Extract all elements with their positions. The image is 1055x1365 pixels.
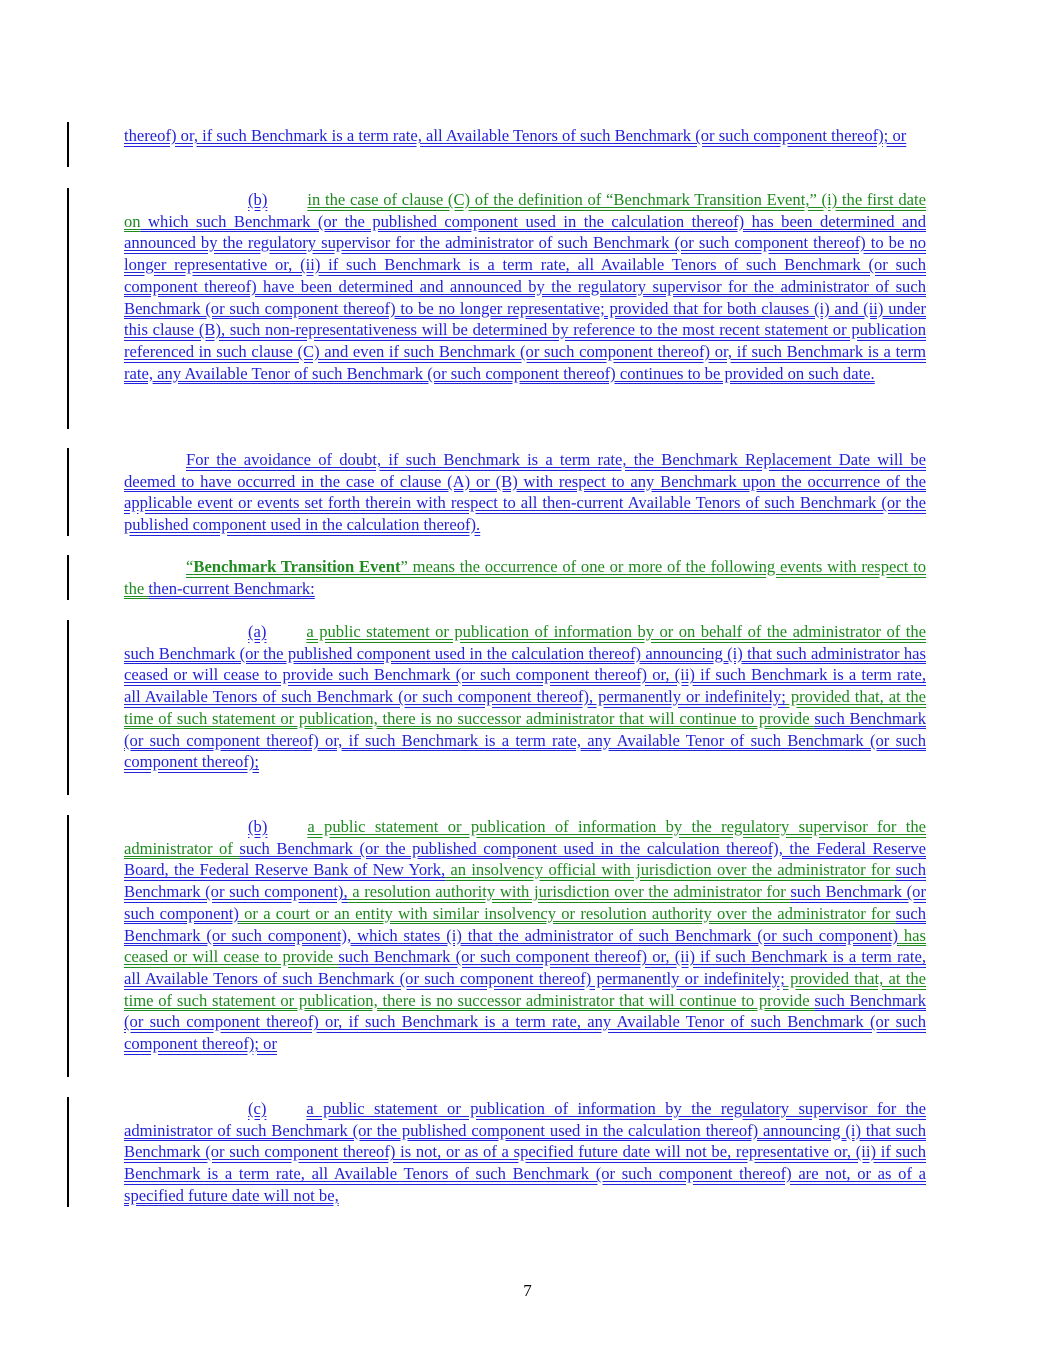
clause-label: (b) <box>248 817 268 836</box>
moved-text: or a court or an entity with similar insolvency or resolution authority over the administrator for <box>238 903 896 923</box>
moved-text: ” means the occurrence of one or more of the following events with respect to the <box>124 557 927 598</box>
avoidance-of-doubt-paragraph <box>124 449 926 536</box>
inserted-text: then-current Benchmark: <box>148 578 315 598</box>
change-bar <box>67 122 69 167</box>
change-bar <box>67 815 69 1077</box>
moved-text: an insolvency official with jurisdiction over the administrator for <box>445 860 896 880</box>
clause-label: (c) <box>248 1099 267 1118</box>
change-bar <box>67 620 69 795</box>
inserted-text: such Benchmark (or the published component used in the calculation thereof), the Federal Reserve Board, the Federal Reserve Bank of New York, <box>124 838 926 880</box>
moved-text: provided that, at the time of such statement or publication, there is no successor administrator that will continue to provide <box>124 968 926 1010</box>
inserted-text: such Benchmark (or the published component used in the calculation thereof) announcing (i) that such administrator has ceased or will cease to provide such Benchmark (or such component thereof) or, (ii) if such Benchmark is a term rate, all Available Tenors of such Benchmark (or such component thereof), permanently or indefinitely; <box>124 643 926 707</box>
clause-c-paragraph <box>124 1098 926 1207</box>
clause-b2-paragraph <box>124 816 926 1055</box>
paragraph-continuation <box>124 125 926 147</box>
inserted-text: such Benchmark (or such component thereof) or, (ii) if such Benchmark is a term rate, all Available Tenors of such Benchmark (or such component thereof) permanently or indefinitely; <box>124 947 926 988</box>
change-bar <box>67 555 69 600</box>
inserted-text: such Benchmark (or such component thereof) or, if such Benchmark is a term rate, any Available Tenor of such Benchmark (or such component thereof); or <box>124 990 926 1054</box>
moved-text: has ceased or will cease to provide <box>124 925 926 967</box>
open-quote: “ <box>186 557 194 576</box>
change-bar <box>67 1097 69 1207</box>
definition-heading-paragraph <box>124 556 926 599</box>
moved-text: a public statement or publication of information by or on behalf of the administrator of the <box>306 622 926 641</box>
inserted-text: such Benchmark (or such component), <box>124 860 926 902</box>
moved-text: in the case of clause (C) of the definition of “Benchmark Transition Event,” (i) the first date on <box>124 190 926 231</box>
page-number: 7 <box>523 1281 532 1300</box>
inserted-text: a public statement or publication of information by the regulatory supervisor for the administrator of such Benchmark (or the published component used in the calculation thereof) announcing (i) that such Benchmark (or such component thereof) is not, or as of a specified future date will not be, representative or, (ii) if such Benchmark is a term rate, all Available Tenors of such Benchmark (or such component thereof) are not, or as of a specified future date will not be, <box>124 1099 926 1205</box>
inserted-text: For the avoidance of doubt, if such Benchmark is a term rate, the Benchmark Replacement Date will be deemed to have occurred in the case of clause (A) or (B) with respect to any Benchmark upon the occurrence of the applicable event or events set forth therein with respect to all then-current Available Tenors of such Benchmark (or the published component used in the calculation thereof). <box>124 450 926 535</box>
inserted-text: thereof) or, if such Benchmark is a term rate, all Available Tenors of such Benchmark (or such component thereof); or <box>124 126 907 145</box>
inserted-text: which such Benchmark (or the published component used in the calculation thereof) has been determined and announced by the regulatory supervisor for the administrator of such Benchmark (or such component thereof) to be no longer representative or, (ii) if such Benchmark is a term rate, all Available Tenors of such Benchmark (or such component thereof) have been determined and announced by the regulatory supervisor for the administrator of such Benchmark (or such component thereof) to be no longer representative; provided that for both clauses (i) and (ii) under this clause (B), such non-representativeness will be determined by reference to the most recent statement or publication referenced in such clause (C) and even if such Benchmark (or such component thereof) or, if such Benchmark is a term rate, any Available Tenor of such Benchmark (or such component thereof) continues to be provided on such date. <box>124 211 926 383</box>
defined-term: Benchmark Transition Event <box>193 557 401 576</box>
change-bar <box>67 448 69 536</box>
inserted-text: such Benchmark (or such component), which states (i) that the administrator of such Benchmark (or such component) <box>124 903 926 945</box>
moved-text: a resolution authority with jurisdiction over the administrator for <box>347 882 791 902</box>
moved-text: provided that, at the time of such statement or publication, there is no successor administrator that will continue to provide <box>124 687 926 728</box>
moved-text: a public statement or publication of information by the regulatory supervisor for the administrator of <box>124 817 926 858</box>
clause-label: (b) <box>248 190 268 209</box>
inserted-text: such Benchmark (or such component thereof) or, if such Benchmark is a term rate, any Available Tenor of such Benchmark (or such component thereof); <box>124 708 926 772</box>
inserted-text: such Benchmark (or such component) <box>124 882 926 923</box>
clause-a-paragraph <box>124 621 926 773</box>
change-bar <box>67 188 69 429</box>
clause-label: (a) <box>248 622 267 641</box>
clause-b-paragraph <box>124 189 926 384</box>
